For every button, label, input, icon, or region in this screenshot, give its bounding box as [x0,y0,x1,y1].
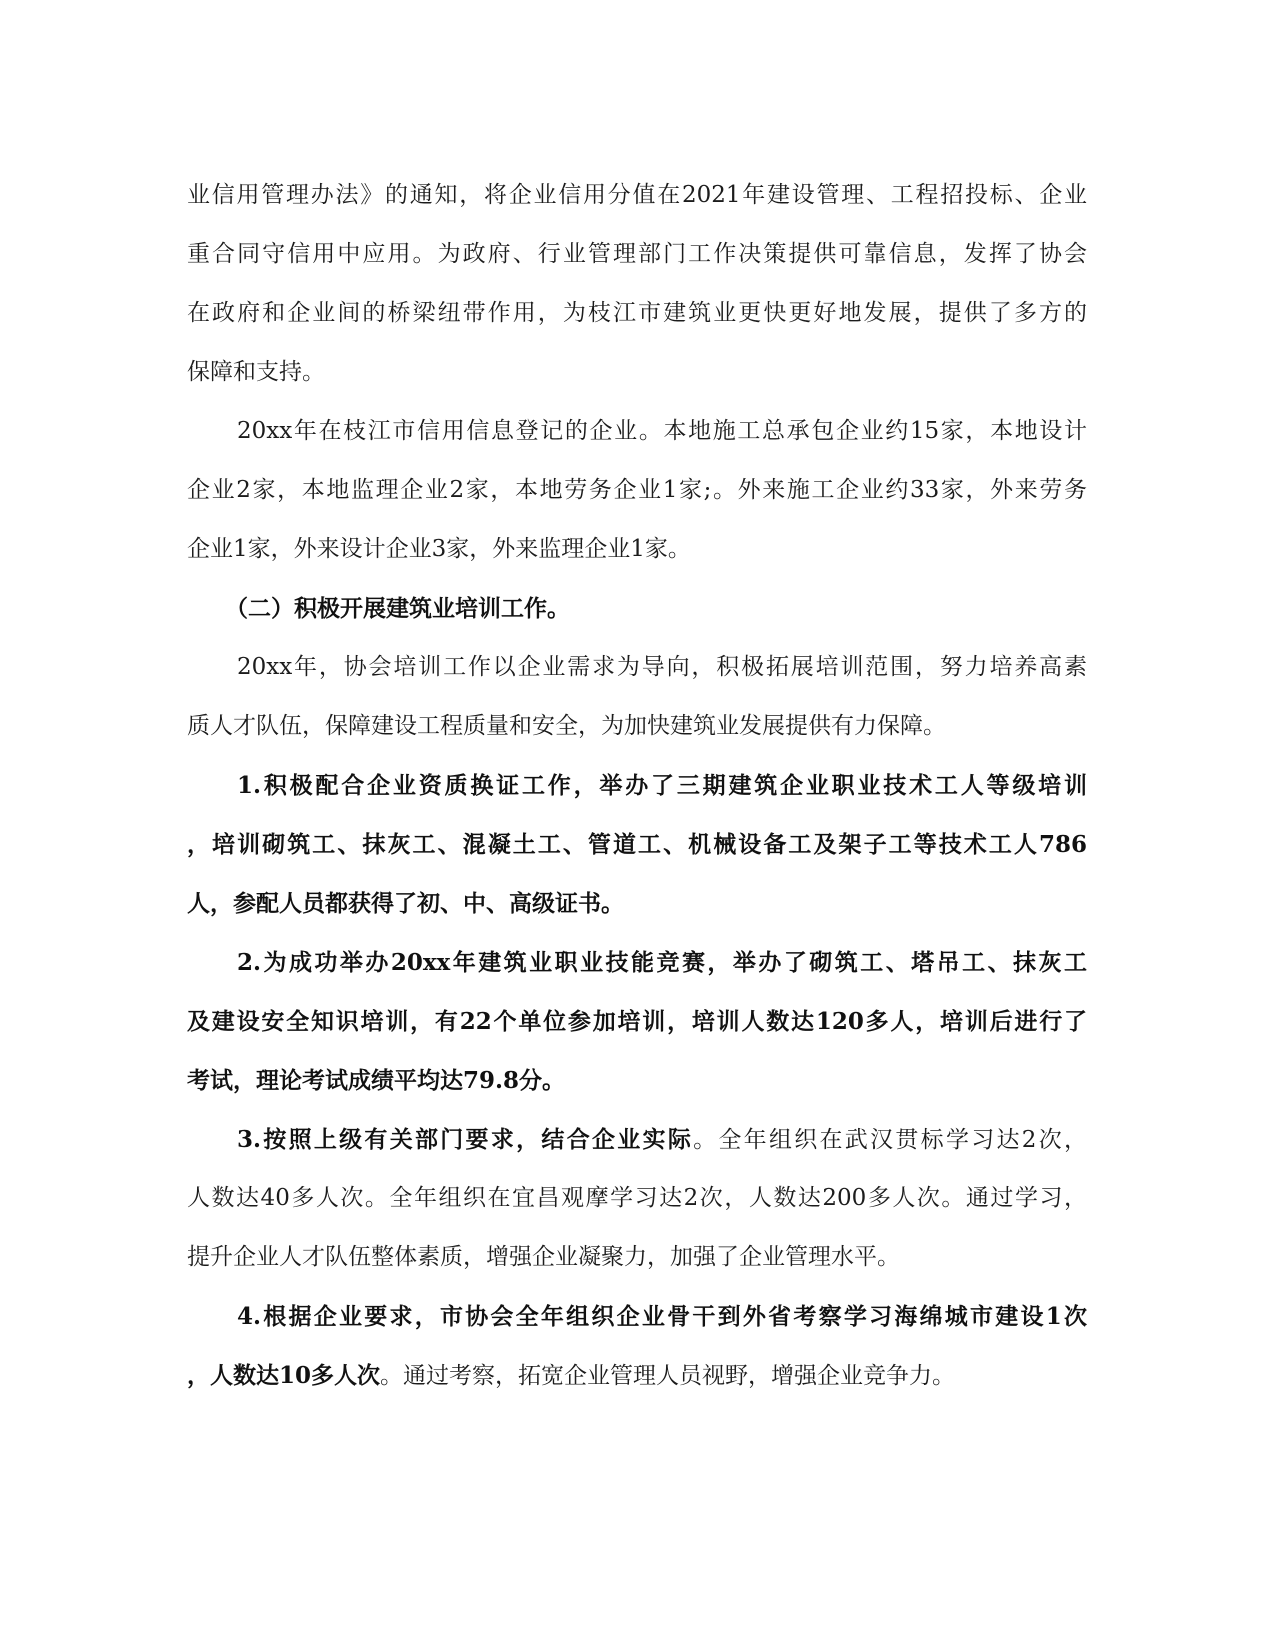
section-heading-text: （二）积极开展建筑业培训工作。 [225,595,570,622]
text-run: 。全年组织在武汉贯标学习达2次， [693,1127,1087,1153]
text-line [187,1110,1087,1169]
text-line: 提升企业人才队伍整体素质，增强企业凝聚力，加强了企业管理水平。 [187,1244,900,1270]
text-line: ，培训砌筑工、抹灰工、混凝土工、管道工、机械设备工及架子工等技术工人786 [187,831,1087,858]
document-body [187,166,1087,1405]
text-line [187,1346,1087,1405]
text-line: 20xx年在枝江市信用信息登记的企业。本地施工总承包企业约15家，本地设计 [237,418,1087,444]
paragraph-training-intro [187,638,1087,756]
text-line: 质人才队伍，保障建设工程质量和安全，为加快建筑业发展提供有力保障。 [187,713,946,739]
section-heading [187,579,1087,638]
list-item-1 [187,756,1087,933]
text-line: 考试，理论考试成绩平均达79.8分。 [187,1067,566,1094]
text-run: 。通过考察，拓宽企业管理人员视野，增强企业竞争力。 [380,1363,956,1389]
text-line: 重合同守信用中应用。为政府、行业管理部门工作决策提供可靠信息，发挥了协会 [187,241,1087,267]
text-line: 在政府和企业间的桥梁纽带作用，为枝江市建筑业更快更好地发展，提供了多方的 [187,300,1087,326]
list-item-4 [187,1287,1087,1405]
text-line: 2.为成功举办20xx年建筑业职业技能竞赛，举办了砌筑工、塔吊工、抹灰工 [237,949,1087,976]
bold-lead: ，人数达10多人次 [187,1362,381,1389]
text-line: 人，参配人员都获得了初、中、高级证书。 [187,890,624,917]
paragraph-enterprise-registration [187,402,1087,579]
text-line: 20xx年，协会培训工作以企业需求为导向，积极拓展培训范围，努力培养高素 [237,654,1087,680]
text-line: 人数达40多人次。全年组织在宜昌观摩学习达2次，人数达200多人次。通过学习， [187,1185,1087,1211]
list-item-3 [187,1110,1087,1287]
paragraph-credit-management [187,166,1087,402]
text-line: 业信用管理办法》的通知，将企业信用分值在2021年建设管理、工程招投标、企业 [187,182,1087,208]
text-line: 4.根据企业要求，市协会全年组织企业骨干到外省考察学习海绵城市建设1次 [237,1303,1087,1330]
list-item-2 [187,933,1087,1110]
bold-lead: 3.按照上级有关部门要求，结合企业实际 [237,1126,694,1153]
text-line: 及建设安全知识培训，有22个单位参加培训，培训人数达120多人，培训后进行了 [187,1008,1087,1035]
text-line: 1.积极配合企业资质换证工作，举办了三期建筑企业职业技术工人等级培训 [237,772,1087,799]
text-line: 保障和支持。 [187,359,325,385]
text-line: 企业2家，本地监理企业2家，本地劳务企业1家;。外来施工企业约33家，外来劳务 [187,477,1087,503]
text-line: 企业1家，外来设计企业3家，外来监理企业1家。 [187,536,691,562]
